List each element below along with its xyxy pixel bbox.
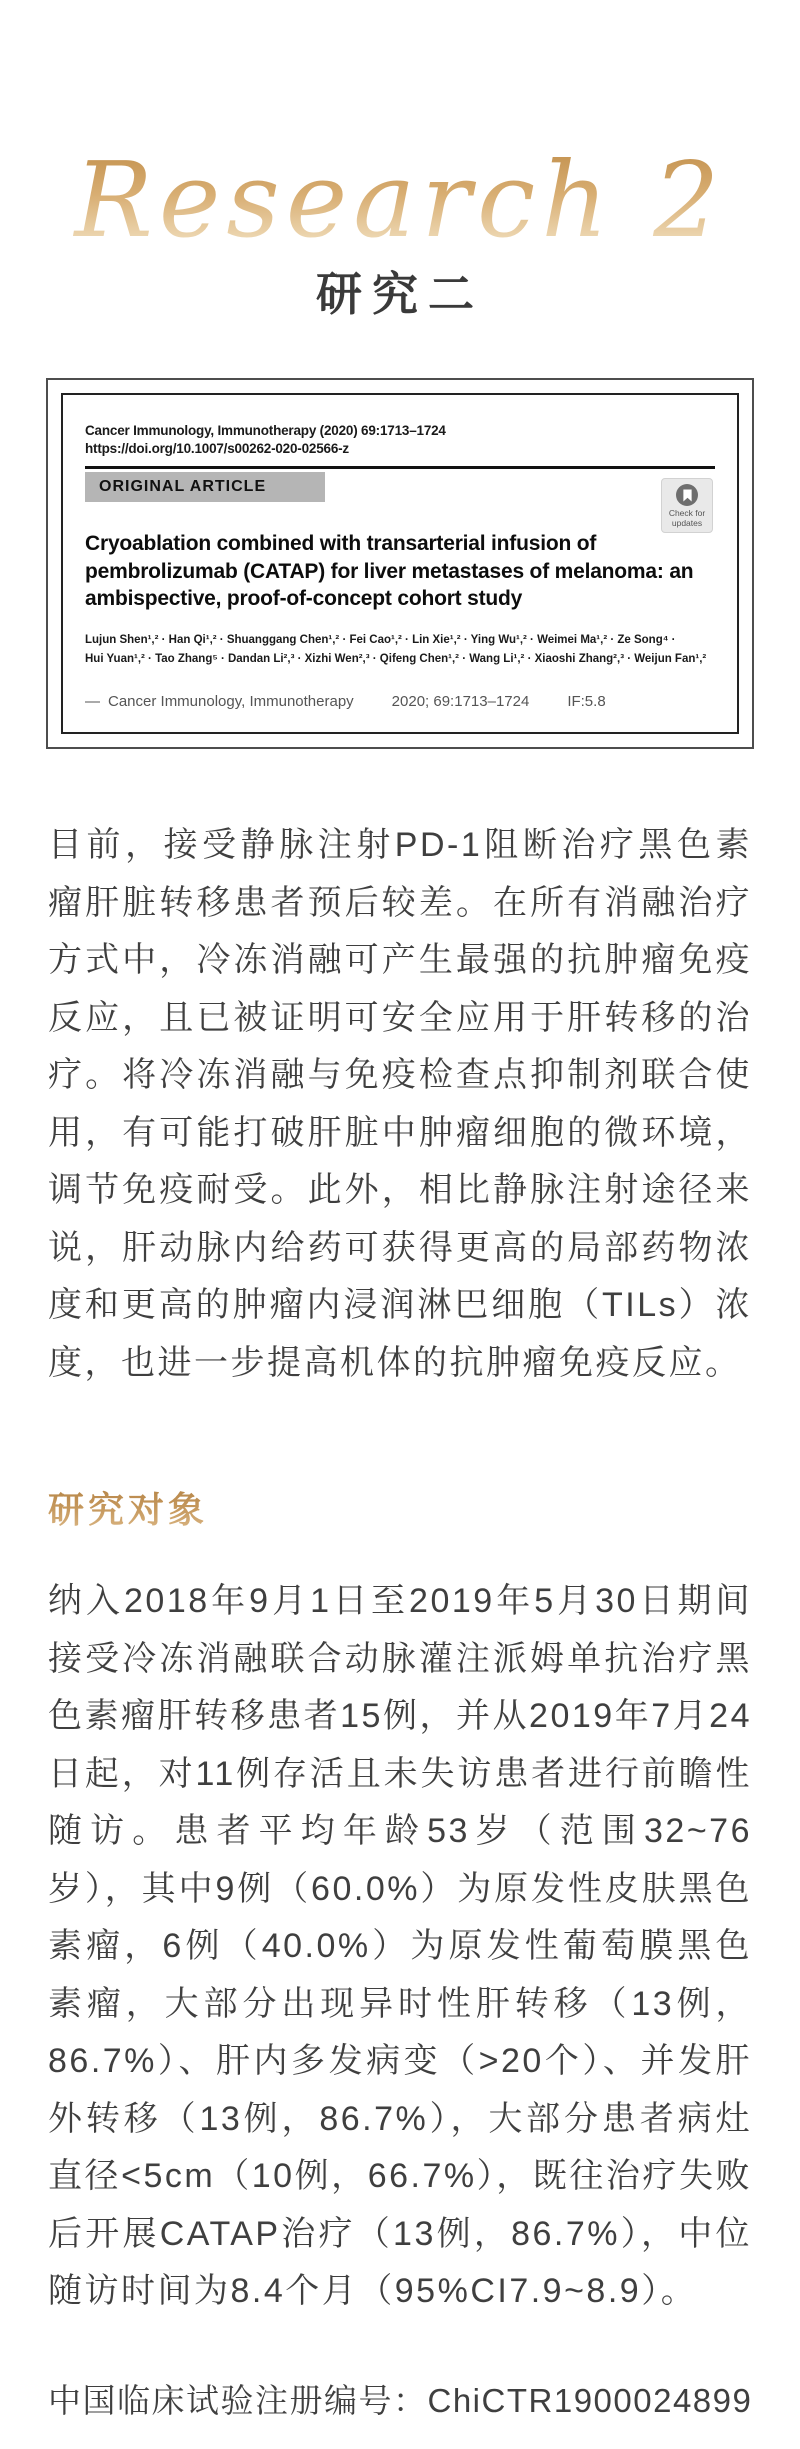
intro-paragraph: 目前，接受静脉注射PD-1阻断治疗黑色素瘤肝脏转移患者预后较差。在所有消融治疗方式中，冷冻消融可产生最强的抗肿瘤免疫反应，且已被证明可安全应用于肝转移的治疗。将冷冻消融与免疫检查点抑制剂联合使用，有可能打破肝脏中肿瘤细胞的微环境，调节免疫耐受。此外，相比静脉注射途径来说，肝动脉内给药可获得更高的局部药物浓度和更高的肿瘤内浸润淋巴细胞（TILs）浓度，也进一步提高机体的抗肿瘤免疫反应。 <box>48 826 752 1382</box>
hero-cn-title: 研究二 <box>316 267 484 321</box>
bookmark-icon <box>676 484 698 506</box>
paper-screenshot-card <box>46 378 754 749</box>
author-list-line2: Hui Yuan¹,² · Tao Zhang⁵ · Dandan Li²,³ · Xizhi Wen²,³ · Qifeng Chen¹,² · Wang Li¹,² · Xiaoshi Zhang²,³ · Weijun Fan¹,² <box>85 653 707 666</box>
journal-header-line: Cancer Immunology, Immunotherapy (2020) 69:1713–1724 <box>85 423 446 438</box>
hero-script-title: Research 2 <box>0 148 800 252</box>
paper-screenshot-inner-frame <box>61 393 739 734</box>
article-body <box>0 817 800 2422</box>
citation-row <box>85 693 715 710</box>
citation-impact-factor: IF:5.8 <box>567 693 606 711</box>
author-list <box>85 631 715 669</box>
study-subjects-paragraph: 纳入2018年9月1日至2019年5月30日期间接受冷冻消融联合动脉灌注派姆单抗治疗黑色素瘤肝转移患者15例，并从2019年7月24日起，对11例存活且未失访患者进行前瞻性随访。患者平均年龄53岁（范围32~76岁），其中9例（60.0%）为原发性皮肤黑色素瘤，6例（40.0%）为原发性葡萄膜黑色素瘤，大部分出现异时性肝转移（13例，86.7%）、肝内多发病变（>20个）、并发肝外转移（13例，86.7%），大部分患者病灶直径<5cm（10例，66.7%），既往治疗失败后开展CATAP治疗（13例，86.7%），中位随访时间为8.4个月（95%CI7.9~8.9）。 <box>48 1582 752 2311</box>
article-type-banner: ORIGINAL ARTICLE <box>85 472 325 502</box>
check-for-updates-label: Check for updates <box>668 508 706 528</box>
trial-registration-line: 中国临床试验注册编号：ChiCTR1900024899 <box>48 2381 753 2419</box>
hero-header <box>0 0 800 324</box>
citation-journal: Cancer Immunology, Immunotherapy <box>108 693 354 711</box>
paper-title: Cryoablation combined with transarterial infusion of pembrolizumab (CATAP) for liver metastases of melanoma: an ambispective, proof-of-concept cohort study <box>85 532 694 611</box>
header-divider <box>85 466 715 469</box>
check-for-updates-badge <box>661 478 713 533</box>
article-type-row <box>85 472 715 528</box>
author-list-line1: Lujun Shen¹,² · Han Qi¹,² · Shuanggang Chen¹,² · Fei Cao¹,² · Lin Xie¹,² · Ying Wu¹,² · Weimei Ma¹,² · Ze Song⁴ · <box>85 634 676 647</box>
citation-dash: — <box>85 693 98 711</box>
doi-line: https://doi.org/10.1007/s00262-020-02566-z <box>85 441 349 456</box>
citation-issue: 2020; 69:1713–1724 <box>391 693 530 711</box>
section-heading-study-subjects: 研究对象 <box>48 1482 208 1533</box>
